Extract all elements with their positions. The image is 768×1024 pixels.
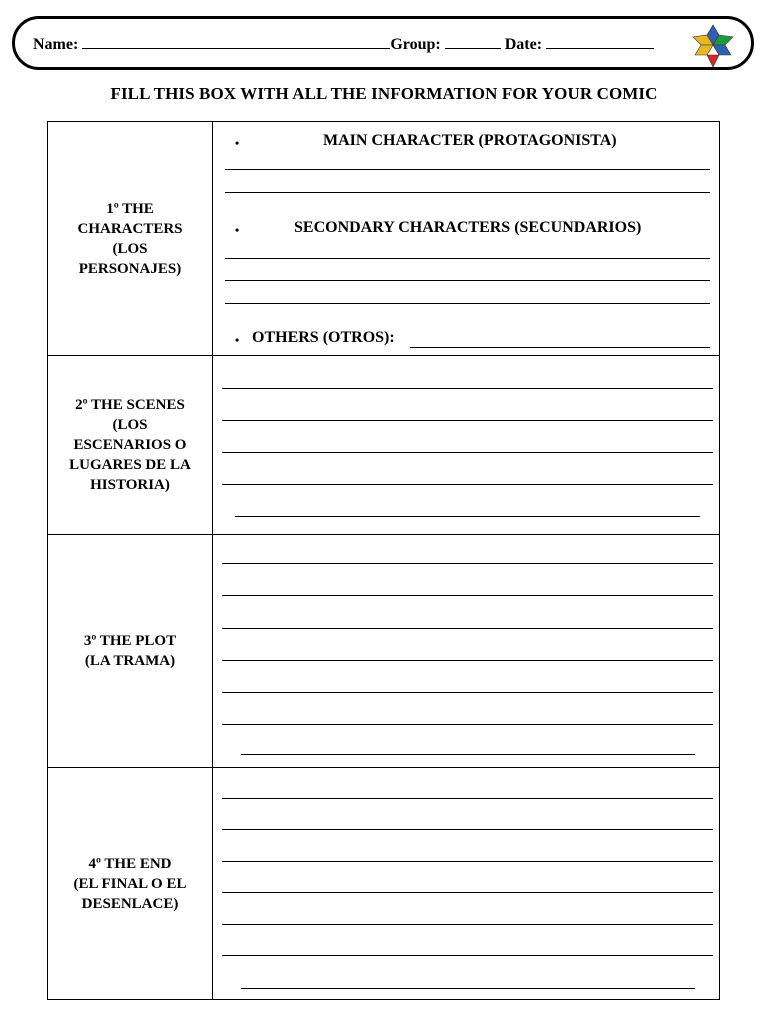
plot-label: 3º THE PLOT (LA TRAMA) (48, 535, 213, 767)
group-blank[interactable] (445, 35, 501, 49)
scenes-line-5[interactable] (235, 516, 700, 517)
bullet-icon: • (235, 333, 240, 347)
others-label: OTHERS (OTROS): (252, 329, 395, 346)
ending-line-6[interactable] (222, 955, 713, 956)
main-character-line-1[interactable] (225, 169, 710, 170)
secondary-characters-line-2[interactable] (225, 280, 710, 281)
student-info-fields (33, 35, 654, 54)
comic-planning-table (47, 121, 720, 1000)
scenes-line-2[interactable] (222, 420, 713, 421)
date-label: Date: (504, 36, 543, 53)
scenes-label: 2º THE SCENES (LOS ESCENARIOS O LUGARES DE LA HISTORIA) (48, 356, 213, 534)
secondary-characters-line-3[interactable] (225, 303, 710, 304)
name-blank[interactable] (82, 35, 390, 49)
ending-line-2[interactable] (222, 829, 713, 830)
plot-line-6[interactable] (222, 724, 713, 725)
plot-line-2[interactable] (222, 595, 713, 596)
page-title: FILL THIS BOX WITH ALL THE INFORMATION FOR YOUR COMIC (110, 84, 658, 103)
ending-line-3[interactable] (222, 861, 713, 862)
group-label: Group: (390, 36, 441, 53)
plot-line-3[interactable] (222, 628, 713, 629)
plot-line-1[interactable] (222, 563, 713, 564)
ending-line-7[interactable] (241, 988, 695, 989)
secondary-characters-line-1[interactable] (225, 258, 710, 259)
characters-label: 1º THE CHARACTERS (LOS PERSONAJES) (48, 122, 213, 355)
colored-star-logo-icon (689, 23, 737, 69)
date-blank[interactable] (546, 35, 654, 49)
plot-section (48, 534, 719, 767)
ending-label: 4º THE END (EL FINAL O EL DESENLACE) (48, 768, 213, 999)
scenes-section (48, 355, 719, 534)
ending-section (48, 767, 719, 999)
plot-line-7[interactable] (241, 754, 695, 755)
ending-line-1[interactable] (222, 798, 713, 799)
characters-section (48, 122, 719, 355)
plot-line-4[interactable] (222, 660, 713, 661)
student-info-header (12, 16, 754, 70)
scenes-line-3[interactable] (222, 452, 713, 453)
bullet-icon: • (235, 136, 240, 150)
main-character-line-2[interactable] (225, 192, 710, 193)
ending-line-4[interactable] (222, 892, 713, 893)
ending-line-5[interactable] (222, 924, 713, 925)
main-character-label: MAIN CHARACTER (PROTAGONISTA) (323, 132, 617, 149)
scenes-line-4[interactable] (222, 484, 713, 485)
secondary-characters-label: SECONDARY CHARACTERS (SECUNDARIOS) (294, 219, 642, 236)
scenes-line-1[interactable] (222, 388, 713, 389)
bullet-icon: • (235, 223, 240, 237)
plot-line-5[interactable] (222, 692, 713, 693)
name-label: Name: (33, 36, 79, 53)
others-line[interactable] (410, 347, 710, 348)
